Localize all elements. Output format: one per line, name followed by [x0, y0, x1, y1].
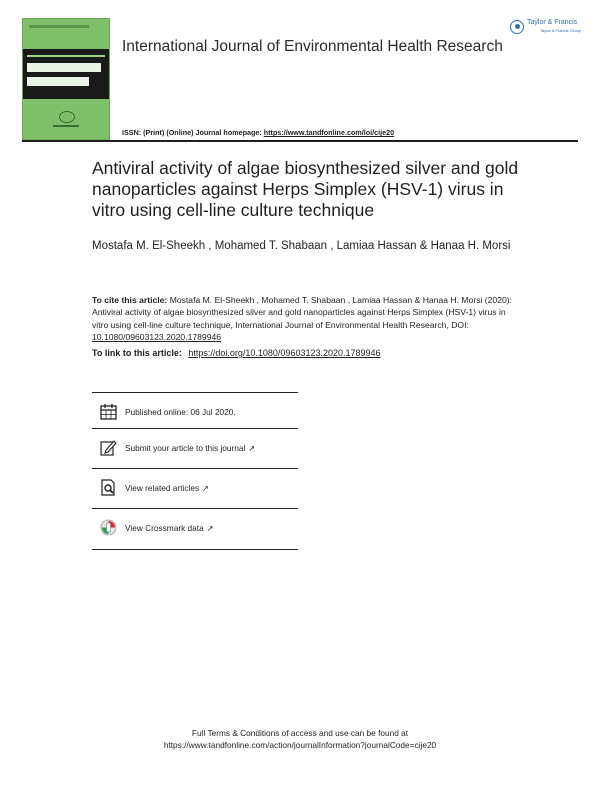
published-online-label: Published online: 06 Jul 2020. [125, 407, 236, 417]
crossmark-box[interactable] [92, 508, 298, 550]
journal-name[interactable]: International Journal of Environmental Health Research [122, 38, 503, 55]
related-articles-link[interactable]: View related articles [125, 483, 200, 493]
publisher-logo-subtext: Taylor & Francis Group [540, 28, 581, 33]
journal-homepage-link[interactable]: https://www.tandfonline.com/loi/cije20 [263, 128, 395, 137]
external-link-icon: ↗ [202, 484, 209, 493]
calendar-icon [100, 403, 117, 420]
article-link-line [92, 348, 532, 358]
terms-footer-link[interactable]: https://www.tandfonline.com/action/journalInformation?journalCode=cije20 [163, 740, 437, 750]
issn-line [122, 128, 394, 137]
submit-article-link[interactable]: Submit your article to this journal [125, 443, 246, 453]
submit-article-box[interactable] [92, 428, 298, 465]
search-document-icon [100, 479, 117, 496]
publisher-logo [510, 18, 582, 36]
article-link-label: To link to this article: [92, 348, 182, 358]
crossmark-icon [100, 519, 117, 536]
citation-doi-link[interactable]: 10.1080/09603123.2020.1789946 [92, 331, 222, 342]
journal-cover-thumbnail [22, 18, 110, 140]
external-link-icon: ↗ [206, 524, 214, 533]
terms-footer [0, 727, 600, 751]
publisher-seal-icon [59, 111, 75, 123]
external-link-icon: ↗ [248, 444, 256, 453]
pencil-icon [100, 439, 117, 456]
citation-text: Mostafa M. El-Sheekh , Mohamed T. Shabaan , Lamiaa Hassan & Hanaa H. Morsi (2020): Antiviral activity of algae biosynthesized silver and gold nanoparticles against Herps Simplex (HSV-1) virus in vitro using cell-line culture technique, International Journal of Environmental Health Research, DOI: [92, 295, 513, 330]
article-title: Antiviral activity of algae biosynthesized silver and gold nanoparticles against Herps Simplex (HSV-1) virus in vitro using cell-line culture technique [92, 158, 519, 220]
header-divider [22, 140, 578, 142]
publisher-logo-text: Taylor & Francis [527, 19, 578, 26]
terms-footer-line1: Full Terms & Conditions of access and use can be found at [191, 728, 409, 738]
article-authors: Mostafa M. El-Sheekh , Mohamed T. Shabaan , Lamiaa Hassan & Hanaa H. Morsi [92, 240, 511, 252]
issn-prefix: ISSN: (Print) (Online) Journal homepage: [122, 128, 262, 137]
published-online-box [92, 392, 298, 429]
crossmark-link[interactable]: View Crossmark data [125, 523, 204, 533]
citation-label: To cite this article: [92, 295, 168, 305]
article-doi-url[interactable]: https://doi.org/10.1080/09603123.2020.1789946 [188, 348, 381, 358]
publisher-logo-icon [510, 20, 524, 34]
citation-block [92, 294, 524, 343]
related-articles-box[interactable] [92, 468, 298, 505]
